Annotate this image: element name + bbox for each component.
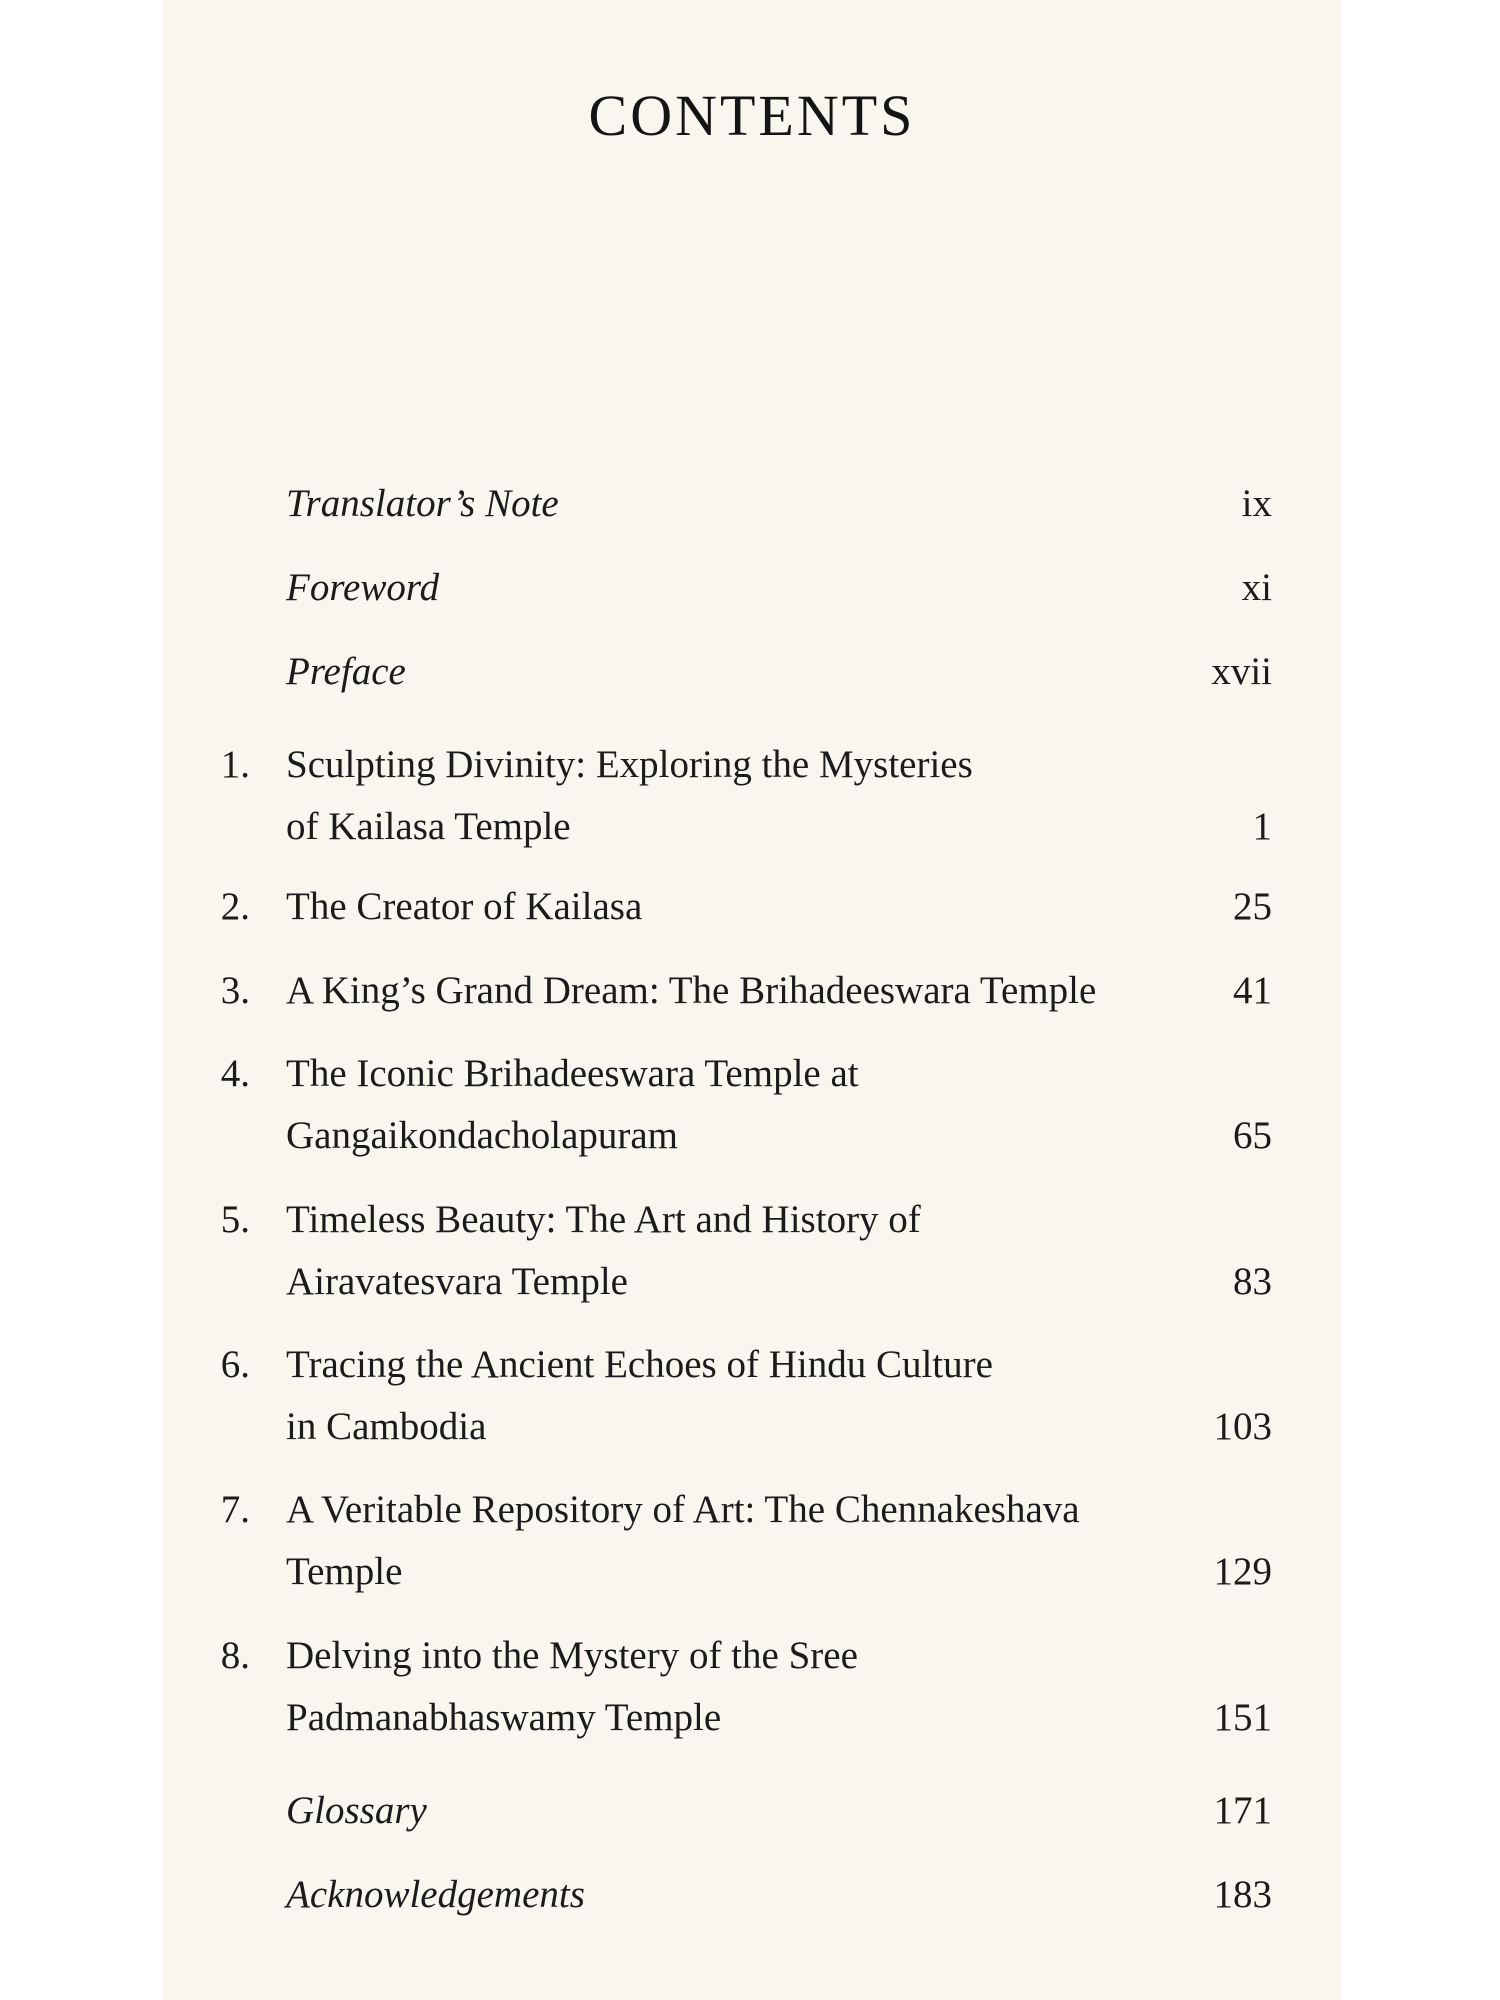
entry-page-number: 103 — [1213, 1405, 1272, 1448]
title-line: The Iconic Brihadeeswara Temple at — [286, 1052, 859, 1095]
chapter-number: 6. — [220, 1343, 250, 1386]
entry-page-number: 83 — [1233, 1260, 1272, 1303]
chapter-number: 3. — [220, 969, 250, 1012]
chapter-number: 8. — [220, 1634, 250, 1677]
entry-title: Acknowledgements — [286, 1873, 585, 1916]
entry-page-number: 171 — [1213, 1789, 1272, 1832]
title-line: Airavatesvara Temple — [286, 1260, 628, 1303]
chapter-number: 5. — [220, 1198, 250, 1241]
entry-title: Foreword — [286, 566, 440, 609]
entry-title — [286, 1334, 1186, 1458]
entry-title — [286, 1043, 1186, 1167]
entry-page-number: 65 — [1233, 1114, 1272, 1157]
title-line: Delving into the Mystery of the Sree — [286, 1634, 858, 1677]
book-page — [162, 0, 1342, 2000]
title-line: Padmanabhaswamy Temple — [286, 1696, 722, 1739]
entry-page-number: 151 — [1213, 1696, 1272, 1739]
entry-page-number: 41 — [1233, 969, 1272, 1012]
entry-page-number: 129 — [1213, 1550, 1272, 1593]
entry-page-number: xvii — [1211, 650, 1272, 693]
title-line: The Creator of Kailasa — [286, 885, 643, 928]
entry-title: Translator’s Note — [286, 482, 559, 525]
entry-page-number: ix — [1241, 482, 1272, 525]
entry-page-number: 25 — [1233, 885, 1272, 928]
entry-title — [286, 1625, 1186, 1749]
title-line: Timeless Beauty: The Art and History of — [286, 1198, 921, 1241]
chapter-number: 2. — [220, 885, 250, 928]
title-line: Tracing the Ancient Echoes of Hindu Culture — [286, 1343, 993, 1386]
entry-page-number: xi — [1241, 566, 1272, 609]
entry-title — [286, 960, 1186, 1022]
title-line: of Kailasa Temple — [286, 805, 571, 848]
title-line: Sculpting Divinity: Exploring the Mysteries — [286, 743, 973, 786]
entry-page-number: 1 — [1252, 805, 1272, 848]
entry-page-number: 183 — [1213, 1873, 1272, 1916]
entry-title: Glossary — [286, 1789, 427, 1832]
entry-title — [286, 876, 1186, 938]
entry-title: Preface — [286, 650, 406, 693]
chapter-number: 4. — [220, 1052, 250, 1095]
chapter-number: 7. — [220, 1488, 250, 1531]
entry-title — [286, 1479, 1186, 1603]
title-line: Gangaikondacholapuram — [286, 1114, 679, 1157]
entry-title — [286, 734, 1186, 858]
title-line: in Cambodia — [286, 1405, 487, 1448]
title-line: A King’s Grand Dream: The Brihadeeswara Temple — [286, 969, 1097, 1012]
page-title: CONTENTS — [588, 83, 916, 148]
title-line: Temple — [286, 1550, 403, 1593]
chapter-number: 1. — [220, 743, 250, 786]
entry-title — [286, 1189, 1186, 1313]
title-line: A Veritable Repository of Art: The Chennakeshava — [286, 1488, 1080, 1531]
